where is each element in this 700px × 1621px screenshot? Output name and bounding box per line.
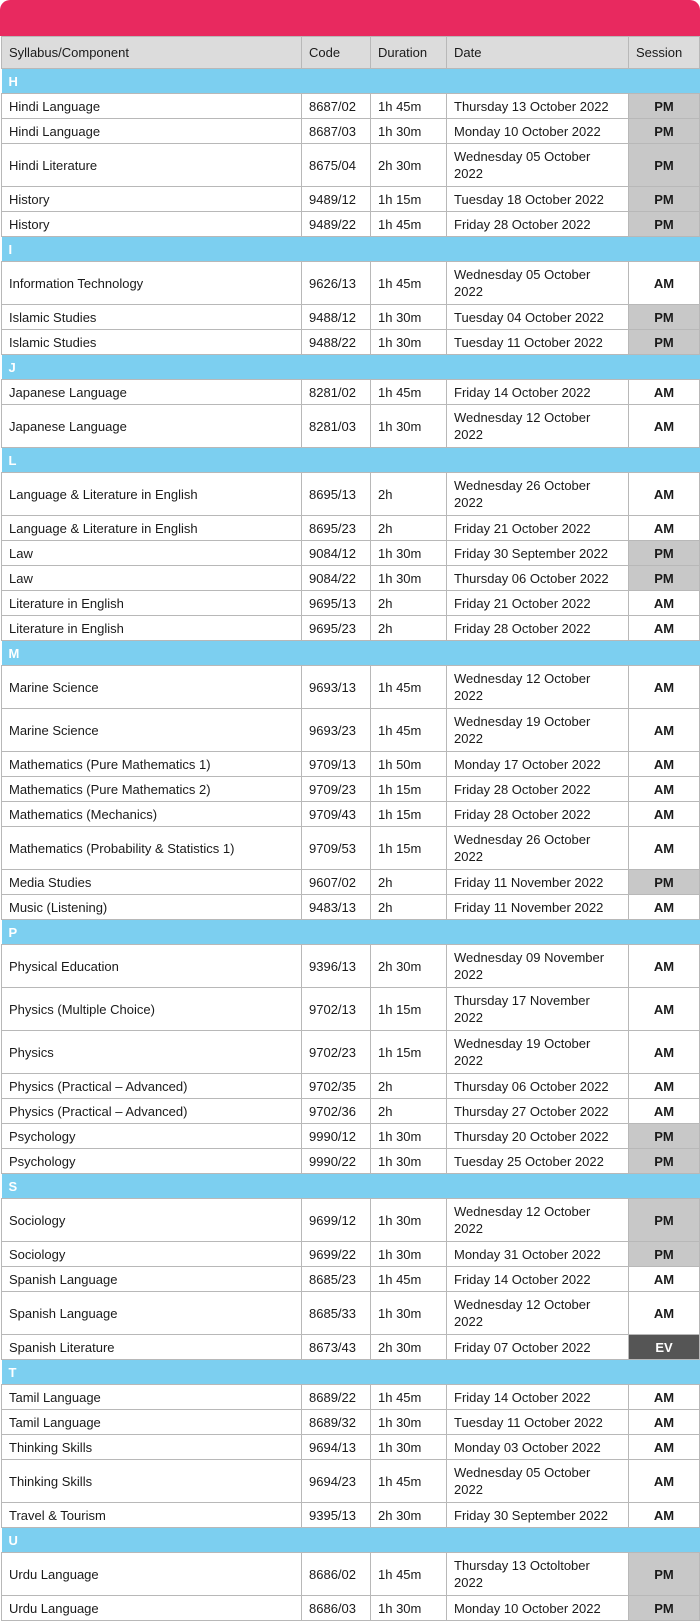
table-row	[2, 380, 700, 405]
session-cell: AM	[629, 709, 700, 752]
date-cell: Wednesday 12 October 2022	[447, 1199, 629, 1242]
date-cell: Tuesday 11 October 2022	[447, 1410, 629, 1435]
table-row	[2, 1031, 700, 1074]
duration-cell: 1h 30m	[371, 1242, 447, 1267]
syllabus-cell: Language & Literature in English	[2, 473, 302, 516]
session-cell: AM	[629, 616, 700, 641]
table-row	[2, 1385, 700, 1410]
syllabus-cell: Physics (Multiple Choice)	[2, 988, 302, 1031]
code-cell: 9702/35	[302, 1074, 371, 1099]
code-cell: 8685/33	[302, 1292, 371, 1335]
code-cell: 8281/02	[302, 380, 371, 405]
syllabus-cell: Spanish Language	[2, 1267, 302, 1292]
table-row	[2, 1292, 700, 1335]
date-cell: Friday 14 October 2022	[447, 1385, 629, 1410]
syllabus-cell: Travel & Tourism	[2, 1503, 302, 1528]
code-cell: 9709/53	[302, 827, 371, 870]
duration-cell: 1h 45m	[371, 262, 447, 305]
table-row	[2, 1553, 700, 1596]
session-cell: PM	[629, 870, 700, 895]
duration-cell: 1h 45m	[371, 666, 447, 709]
duration-cell: 1h 30m	[371, 1596, 447, 1621]
session-cell: AM	[629, 1435, 700, 1460]
duration-cell: 1h 15m	[371, 187, 447, 212]
duration-cell: 1h 30m	[371, 1292, 447, 1335]
table-row	[2, 1124, 700, 1149]
duration-cell: 2h	[371, 616, 447, 641]
session-cell: AM	[629, 1074, 700, 1099]
syllabus-cell: Mathematics (Pure Mathematics 1)	[2, 752, 302, 777]
code-cell: 8686/03	[302, 1596, 371, 1621]
duration-cell: 1h 30m	[371, 330, 447, 355]
date-cell: Monday 17 October 2022	[447, 752, 629, 777]
date-cell: Friday 11 November 2022	[447, 870, 629, 895]
syllabus-cell: History	[2, 212, 302, 237]
session-cell: AM	[629, 1460, 700, 1503]
table-row	[2, 405, 700, 448]
table-row	[2, 1074, 700, 1099]
date-cell: Thursday 13 October 2022	[447, 94, 629, 119]
syllabus-cell: Physics (Practical – Advanced)	[2, 1099, 302, 1124]
syllabus-cell: Literature in English	[2, 616, 302, 641]
code-cell: 8689/22	[302, 1385, 371, 1410]
syllabus-cell: Mathematics (Pure Mathematics 2)	[2, 777, 302, 802]
header-syllabus: Syllabus/Component	[2, 37, 302, 69]
session-cell: AM	[629, 1503, 700, 1528]
session-cell: PM	[629, 1596, 700, 1621]
date-cell: Monday 03 October 2022	[447, 1435, 629, 1460]
table-row	[2, 802, 700, 827]
code-cell: 9709/43	[302, 802, 371, 827]
section-letter: M	[2, 641, 700, 666]
date-cell: Monday 31 October 2022	[447, 1242, 629, 1267]
duration-cell: 1h 50m	[371, 752, 447, 777]
date-cell: Thursday 06 October 2022	[447, 1074, 629, 1099]
date-cell: Friday 21 October 2022	[447, 591, 629, 616]
session-cell: AM	[629, 1292, 700, 1335]
syllabus-cell: Tamil Language	[2, 1410, 302, 1435]
syllabus-cell: Sociology	[2, 1199, 302, 1242]
duration-cell: 1h 45m	[371, 709, 447, 752]
table-row	[2, 1435, 700, 1460]
duration-cell: 2h	[371, 591, 447, 616]
syllabus-cell: Physical Education	[2, 945, 302, 988]
session-cell: PM	[629, 330, 700, 355]
table-row	[2, 1596, 700, 1621]
date-cell: Tuesday 04 October 2022	[447, 305, 629, 330]
table-row	[2, 827, 700, 870]
header-code: Code	[302, 37, 371, 69]
code-cell: 8675/04	[302, 144, 371, 187]
session-cell: PM	[629, 187, 700, 212]
session-cell: PM	[629, 305, 700, 330]
date-cell: Wednesday 05 October 2022	[447, 144, 629, 187]
table-row	[2, 144, 700, 187]
code-cell: 9489/22	[302, 212, 371, 237]
duration-cell: 1h 30m	[371, 305, 447, 330]
syllabus-cell: Hindi Language	[2, 94, 302, 119]
session-cell: AM	[629, 262, 700, 305]
date-cell: Tuesday 18 October 2022	[447, 187, 629, 212]
session-cell: PM	[629, 119, 700, 144]
date-cell: Friday 11 November 2022	[447, 895, 629, 920]
syllabus-cell: Psychology	[2, 1124, 302, 1149]
session-cell: EV	[629, 1335, 700, 1360]
syllabus-cell: Tamil Language	[2, 1385, 302, 1410]
duration-cell: 1h 45m	[371, 94, 447, 119]
table-row	[2, 516, 700, 541]
session-cell: PM	[629, 1553, 700, 1596]
duration-cell: 1h 45m	[371, 1553, 447, 1596]
table-row	[2, 1099, 700, 1124]
syllabus-cell: Marine Science	[2, 666, 302, 709]
syllabus-cell: Law	[2, 541, 302, 566]
session-cell: PM	[629, 212, 700, 237]
code-cell: 8685/23	[302, 1267, 371, 1292]
section-letter: L	[2, 448, 700, 473]
date-cell: Wednesday 12 October 2022	[447, 666, 629, 709]
table-row	[2, 330, 700, 355]
duration-cell: 1h 45m	[371, 380, 447, 405]
date-cell: Monday 10 October 2022	[447, 119, 629, 144]
session-cell: PM	[629, 94, 700, 119]
date-cell: Wednesday 12 October 2022	[447, 1292, 629, 1335]
date-cell: Friday 07 October 2022	[447, 1335, 629, 1360]
duration-cell: 1h 30m	[371, 541, 447, 566]
syllabus-cell: Media Studies	[2, 870, 302, 895]
exam-timetable	[1, 36, 700, 1621]
session-cell: PM	[629, 1242, 700, 1267]
syllabus-cell: Mathematics (Mechanics)	[2, 802, 302, 827]
date-cell: Friday 14 October 2022	[447, 1267, 629, 1292]
table-row	[2, 616, 700, 641]
session-cell: AM	[629, 1410, 700, 1435]
date-cell: Friday 28 October 2022	[447, 616, 629, 641]
code-cell: 9702/13	[302, 988, 371, 1031]
session-cell: AM	[629, 1031, 700, 1074]
code-cell: 8687/03	[302, 119, 371, 144]
duration-cell: 2h	[371, 895, 447, 920]
duration-cell: 1h 45m	[371, 1385, 447, 1410]
table-row	[2, 666, 700, 709]
section-letter: U	[2, 1528, 700, 1553]
section-letter: P	[2, 920, 700, 945]
session-cell: AM	[629, 405, 700, 448]
table-row	[2, 777, 700, 802]
code-cell: 8673/43	[302, 1335, 371, 1360]
table-row	[2, 870, 700, 895]
session-cell: AM	[629, 1099, 700, 1124]
duration-cell: 1h 15m	[371, 988, 447, 1031]
date-cell: Wednesday 26 October 2022	[447, 827, 629, 870]
duration-cell: 1h 30m	[371, 119, 447, 144]
duration-cell: 2h	[371, 870, 447, 895]
code-cell: 9488/12	[302, 305, 371, 330]
code-cell: 9709/23	[302, 777, 371, 802]
duration-cell: 1h 15m	[371, 1031, 447, 1074]
code-cell: 9489/12	[302, 187, 371, 212]
duration-cell: 1h 45m	[371, 1267, 447, 1292]
syllabus-cell: Islamic Studies	[2, 330, 302, 355]
session-cell: AM	[629, 473, 700, 516]
duration-cell: 2h	[371, 1099, 447, 1124]
table-row	[2, 566, 700, 591]
duration-cell: 1h 45m	[371, 212, 447, 237]
session-cell: AM	[629, 827, 700, 870]
code-cell: 8689/32	[302, 1410, 371, 1435]
duration-cell: 2h	[371, 1074, 447, 1099]
table-row	[2, 1267, 700, 1292]
duration-cell: 2h	[371, 473, 447, 516]
section-row	[2, 237, 700, 262]
date-cell: Wednesday 09 November 2022	[447, 945, 629, 988]
syllabus-cell: Urdu Language	[2, 1596, 302, 1621]
session-cell: AM	[629, 1267, 700, 1292]
date-cell: Friday 28 October 2022	[447, 212, 629, 237]
code-cell: 9395/13	[302, 1503, 371, 1528]
syllabus-cell: Physics	[2, 1031, 302, 1074]
code-cell: 9990/12	[302, 1124, 371, 1149]
code-cell: 9702/36	[302, 1099, 371, 1124]
code-cell: 9488/22	[302, 330, 371, 355]
syllabus-cell: Physics (Practical – Advanced)	[2, 1074, 302, 1099]
session-cell: AM	[629, 380, 700, 405]
code-cell: 9694/13	[302, 1435, 371, 1460]
code-cell: 9694/23	[302, 1460, 371, 1503]
syllabus-cell: Urdu Language	[2, 1553, 302, 1596]
table-row	[2, 709, 700, 752]
code-cell: 9699/12	[302, 1199, 371, 1242]
syllabus-cell: Psychology	[2, 1149, 302, 1174]
duration-cell: 2h 30m	[371, 144, 447, 187]
date-cell: Thursday 13 Octoltober 2022	[447, 1553, 629, 1596]
table-row	[2, 895, 700, 920]
code-cell: 9084/22	[302, 566, 371, 591]
table-row	[2, 1335, 700, 1360]
code-cell: 9990/22	[302, 1149, 371, 1174]
section-row	[2, 69, 700, 94]
table-row	[2, 945, 700, 988]
syllabus-cell: Hindi Literature	[2, 144, 302, 187]
session-cell: PM	[629, 1199, 700, 1242]
syllabus-cell: Mathematics (Probability & Statistics 1)	[2, 827, 302, 870]
duration-cell: 1h 15m	[371, 777, 447, 802]
section-letter: H	[2, 69, 700, 94]
table-body	[2, 69, 700, 1621]
table-row	[2, 473, 700, 516]
code-cell: 9084/12	[302, 541, 371, 566]
section-letter: T	[2, 1360, 700, 1385]
date-cell: Wednesday 19 October 2022	[447, 709, 629, 752]
syllabus-cell: Islamic Studies	[2, 305, 302, 330]
code-cell: 8695/13	[302, 473, 371, 516]
date-cell: Tuesday 25 October 2022	[447, 1149, 629, 1174]
syllabus-cell: Music (Listening)	[2, 895, 302, 920]
table-row	[2, 1460, 700, 1503]
table-row	[2, 1410, 700, 1435]
syllabus-cell: Information Technology	[2, 262, 302, 305]
header-band	[0, 0, 700, 36]
code-cell: 8695/23	[302, 516, 371, 541]
date-cell: Thursday 20 October 2022	[447, 1124, 629, 1149]
code-cell: 9693/23	[302, 709, 371, 752]
syllabus-cell: Spanish Literature	[2, 1335, 302, 1360]
duration-cell: 1h 15m	[371, 802, 447, 827]
duration-cell: 1h 30m	[371, 1410, 447, 1435]
header-duration: Duration	[371, 37, 447, 69]
table-row	[2, 1242, 700, 1267]
code-cell: 9626/13	[302, 262, 371, 305]
table-row	[2, 988, 700, 1031]
date-cell: Thursday 17 November 2022	[447, 988, 629, 1031]
date-cell: Wednesday 05 October 2022	[447, 262, 629, 305]
table-row	[2, 541, 700, 566]
session-cell: PM	[629, 144, 700, 187]
duration-cell: 1h 30m	[371, 1199, 447, 1242]
table-row	[2, 262, 700, 305]
section-row	[2, 1360, 700, 1385]
syllabus-cell: Sociology	[2, 1242, 302, 1267]
duration-cell: 1h 45m	[371, 1460, 447, 1503]
code-cell: 9693/13	[302, 666, 371, 709]
table-row	[2, 187, 700, 212]
syllabus-cell: Thinking Skills	[2, 1460, 302, 1503]
date-cell: Friday 14 October 2022	[447, 380, 629, 405]
code-cell: 9396/13	[302, 945, 371, 988]
section-letter: I	[2, 237, 700, 262]
date-cell: Wednesday 12 October 2022	[447, 405, 629, 448]
syllabus-cell: Japanese Language	[2, 405, 302, 448]
section-row	[2, 355, 700, 380]
table-row	[2, 94, 700, 119]
date-cell: Wednesday 19 October 2022	[447, 1031, 629, 1074]
code-cell: 9709/13	[302, 752, 371, 777]
duration-cell: 2h	[371, 516, 447, 541]
syllabus-cell: Language & Literature in English	[2, 516, 302, 541]
section-row	[2, 641, 700, 666]
date-cell: Wednesday 05 October 2022	[447, 1460, 629, 1503]
code-cell: 8686/02	[302, 1553, 371, 1596]
section-row	[2, 1528, 700, 1553]
syllabus-cell: Marine Science	[2, 709, 302, 752]
session-cell: AM	[629, 666, 700, 709]
table-row	[2, 1149, 700, 1174]
code-cell: 8687/02	[302, 94, 371, 119]
table-header-row	[2, 37, 700, 69]
date-cell: Friday 30 September 2022	[447, 541, 629, 566]
syllabus-cell: Law	[2, 566, 302, 591]
session-cell: AM	[629, 591, 700, 616]
code-cell: 9695/23	[302, 616, 371, 641]
date-cell: Monday 10 October 2022	[447, 1596, 629, 1621]
table-row	[2, 591, 700, 616]
duration-cell: 2h 30m	[371, 945, 447, 988]
table-row	[2, 119, 700, 144]
session-cell: AM	[629, 1385, 700, 1410]
session-cell: AM	[629, 988, 700, 1031]
duration-cell: 1h 30m	[371, 1124, 447, 1149]
header-session: Session	[629, 37, 700, 69]
duration-cell: 1h 30m	[371, 1149, 447, 1174]
date-cell: Thursday 06 October 2022	[447, 566, 629, 591]
date-cell: Friday 21 October 2022	[447, 516, 629, 541]
syllabus-cell: Spanish Language	[2, 1292, 302, 1335]
duration-cell: 2h 30m	[371, 1335, 447, 1360]
table-row	[2, 305, 700, 330]
code-cell: 9695/13	[302, 591, 371, 616]
code-cell: 9702/23	[302, 1031, 371, 1074]
session-cell: AM	[629, 945, 700, 988]
code-cell: 9699/22	[302, 1242, 371, 1267]
date-cell: Friday 28 October 2022	[447, 777, 629, 802]
code-cell: 8281/03	[302, 405, 371, 448]
code-cell: 9607/02	[302, 870, 371, 895]
date-cell: Tuesday 11 October 2022	[447, 330, 629, 355]
syllabus-cell: Literature in English	[2, 591, 302, 616]
header-date: Date	[447, 37, 629, 69]
date-cell: Thursday 27 October 2022	[447, 1099, 629, 1124]
table-row	[2, 1503, 700, 1528]
session-cell: AM	[629, 802, 700, 827]
date-cell: Friday 28 October 2022	[447, 802, 629, 827]
table-row	[2, 212, 700, 237]
section-letter: J	[2, 355, 700, 380]
session-cell: PM	[629, 1124, 700, 1149]
syllabus-cell: Japanese Language	[2, 380, 302, 405]
session-cell: PM	[629, 566, 700, 591]
duration-cell: 1h 30m	[371, 566, 447, 591]
section-letter: S	[2, 1174, 700, 1199]
syllabus-cell: Hindi Language	[2, 119, 302, 144]
session-cell: AM	[629, 777, 700, 802]
date-cell: Friday 30 September 2022	[447, 1503, 629, 1528]
code-cell: 9483/13	[302, 895, 371, 920]
syllabus-cell: Thinking Skills	[2, 1435, 302, 1460]
table-row	[2, 752, 700, 777]
section-row	[2, 1174, 700, 1199]
duration-cell: 2h 30m	[371, 1503, 447, 1528]
table-row	[2, 1199, 700, 1242]
section-row	[2, 920, 700, 945]
session-cell: PM	[629, 1149, 700, 1174]
session-cell: AM	[629, 895, 700, 920]
session-cell: PM	[629, 541, 700, 566]
session-cell: AM	[629, 516, 700, 541]
duration-cell: 1h 30m	[371, 1435, 447, 1460]
duration-cell: 1h 15m	[371, 827, 447, 870]
section-row	[2, 448, 700, 473]
syllabus-cell: History	[2, 187, 302, 212]
session-cell: AM	[629, 752, 700, 777]
date-cell: Wednesday 26 October 2022	[447, 473, 629, 516]
duration-cell: 1h 30m	[371, 405, 447, 448]
